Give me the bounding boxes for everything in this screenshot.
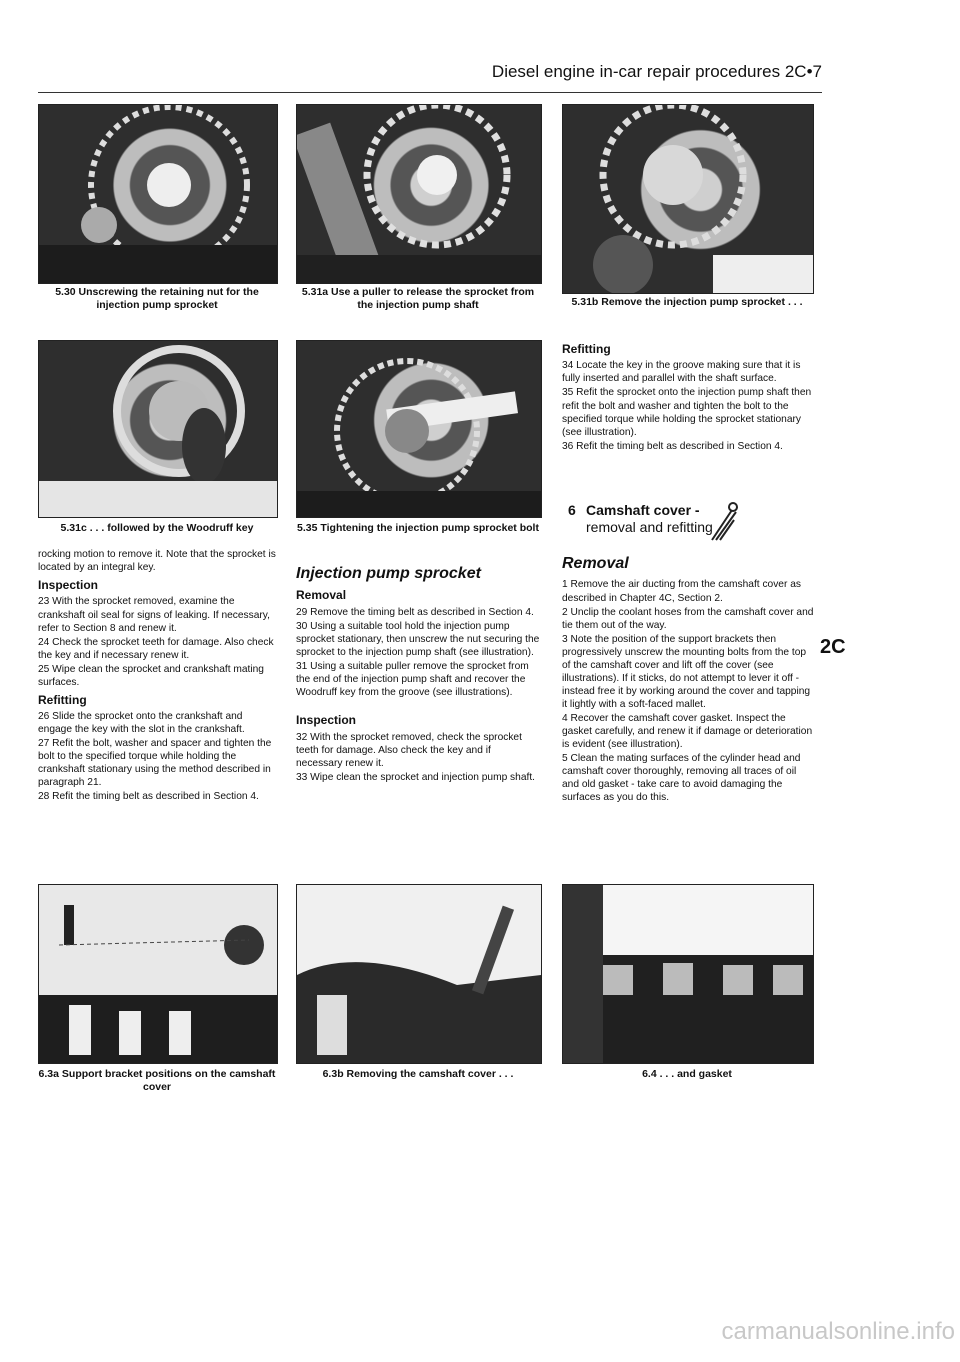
- paragraph-27: 27 Refit the bolt, washer and spacer and tighten the bolt to the specified torque while holding the crankshaft stationary using the method described in paragraph 21.: [38, 738, 272, 789]
- chapter-tab: 2C: [820, 636, 846, 658]
- paragraph-26: 26 Slide the sprocket onto the crankshaft and engage the key with the slot in the crankshaft.: [38, 711, 245, 736]
- paragraph-30: 30 Using a suitable tool hold the injection pump sprocket stationary, then unscrew the nut securing the sprocket to the injection pump shaft (see illustration).: [296, 620, 540, 658]
- cover-removal-photo-graphic: [297, 885, 541, 1063]
- photo-5-31a: [296, 104, 542, 284]
- photo-6-4: [562, 884, 814, 1064]
- watermark: carmanualsonline.info: [721, 1318, 955, 1345]
- text-column-3-bottom: [562, 552, 814, 805]
- photo-6-3a: [38, 884, 278, 1064]
- text-column-3-top: [562, 338, 814, 454]
- gasket-photo-graphic: [563, 885, 813, 1063]
- paragraph-29: 29 Remove the timing belt as described in Section 4.: [296, 606, 534, 618]
- paragraph-0: rocking motion to remove it. Note that the sprocket is located by an integral key.: [38, 549, 276, 574]
- paragraph-5: 5 Clean the mating surfaces of the cylinder head and camshaft cover thoroughly, removing all traces of oil and old gasket - take care to avoid damaging the surfaces as you do this.: [562, 753, 801, 804]
- woodruff-key-photo-graphic: [39, 341, 277, 517]
- text-column-2: [296, 562, 540, 785]
- photo-5-35: [296, 340, 542, 518]
- paragraph-34: 34 Locate the key in the groove making sure that it is fully inserted and parallel with the shaft surface.: [562, 360, 801, 385]
- header-rule: [38, 92, 822, 93]
- page-header: Diesel engine in-car repair procedures 2C•7: [491, 62, 822, 81]
- section-title-line-1: Camshaft cover -: [586, 502, 700, 518]
- subheading-inspection-2: Inspection: [296, 713, 357, 728]
- paragraph-4: 4 Recover the camshaft cover gasket. Inspect the gasket carefully, and renew it if damage or deterioration is evident (see illustration).: [562, 712, 813, 751]
- caption-5-31c: 5.31c . . . followed by the Woodruff key: [60, 522, 254, 534]
- caption-6-3a: 6.3a Support bracket positions on the camshaft cover: [38, 1068, 276, 1094]
- photo-5-31b: [562, 104, 814, 294]
- paragraph-31: 31 Using a suitable puller remove the sprocket from the end of the injection pump shaft and recover the Woodruff key from the groove (see illustrations).: [296, 661, 529, 699]
- paragraph-2: 2 Unclip the coolant hoses from the camshaft cover and tie them out of the way.: [562, 606, 814, 631]
- sprocket-photo-graphic: [39, 105, 277, 283]
- paragraph-1: 1 Remove the air ducting from the camshaft cover as described in Chapter 4C, Section 2.: [562, 579, 801, 604]
- heading-injection-pump-sprocket: Injection pump sprocket: [296, 565, 481, 582]
- paragraph-25: 25 Wipe clean the sprocket and crankshaft mating surfaces.: [38, 663, 264, 688]
- paragraph-28: 28 Refit the timing belt as described in Section 4.: [38, 791, 259, 803]
- paragraph-35: 35 Refit the sprocket onto the injection pump shaft then refit the bolt and washer and tighten the bolt to the specified torque while holding the sprocket stationary (see illustration).: [562, 387, 812, 438]
- caption-5-35: 5.35 Tightening the injection pump sprocket bolt: [297, 522, 539, 534]
- caption-6-4: 6.4 . . . and gasket: [642, 1068, 732, 1080]
- text-column-1: [38, 548, 278, 804]
- support-bracket-photo-graphic: [39, 885, 277, 1063]
- wrench-icon: [706, 500, 740, 544]
- paragraph-33: 33 Wipe clean the sprocket and injection pump shaft.: [296, 771, 535, 783]
- section-title-line-2: removal and refitting: [586, 518, 713, 535]
- subheading-refitting-2: Refitting: [562, 342, 611, 356]
- caption-5-30: 5.30 Unscrewing the retaining nut for the injection pump sprocket: [55, 286, 259, 312]
- caption-6-3b: 6.3b Removing the camshaft cover . . .: [322, 1068, 514, 1080]
- puller-photo-graphic: [297, 105, 541, 283]
- heading-removal: Removal: [562, 555, 629, 572]
- photo-5-31c: [38, 340, 278, 518]
- tightening-photo-graphic: [297, 341, 541, 517]
- photo-6-3b: [296, 884, 542, 1064]
- paragraph-23: 23 With the sprocket removed, examine the crankshaft oil seal for signs of leaking. If necessary, refer to Section 8 and renew it.: [38, 596, 270, 634]
- sprocket-removal-photo-graphic: [563, 105, 813, 293]
- paragraph-3: 3 Note the position of the support brackets then progressively unscrew the mounting bolts from the top of the camshaft cover and lift off the cover (see illustrations). If it sticks, do not attempt to lever it off - instead free it by working around the cover and tapping it lightly with a soft-faced mallet.: [562, 633, 811, 710]
- section-number: 6: [568, 502, 576, 518]
- paragraph-24: 24 Check the sprocket teeth for damage. Also check the key and if necessary renew it.: [38, 636, 274, 661]
- photo-5-30: [38, 104, 278, 284]
- paragraph-36: 36 Refit the timing belt as described in Section 4.: [562, 440, 783, 452]
- caption-5-31a: 5.31a Use a puller to release the sprocket from the injection pump shaft: [301, 286, 535, 312]
- subheading-inspection: Inspection: [38, 578, 99, 593]
- subheading-removal: Removal: [296, 588, 347, 603]
- paragraph-32: 32 With the sprocket removed, check the sprocket teeth for damage. Also check the key and if necessary renew it.: [296, 731, 522, 769]
- caption-5-31b: 5.31b Remove the injection pump sprocket . . .: [571, 296, 803, 308]
- subheading-refitting: Refitting: [38, 692, 87, 707]
